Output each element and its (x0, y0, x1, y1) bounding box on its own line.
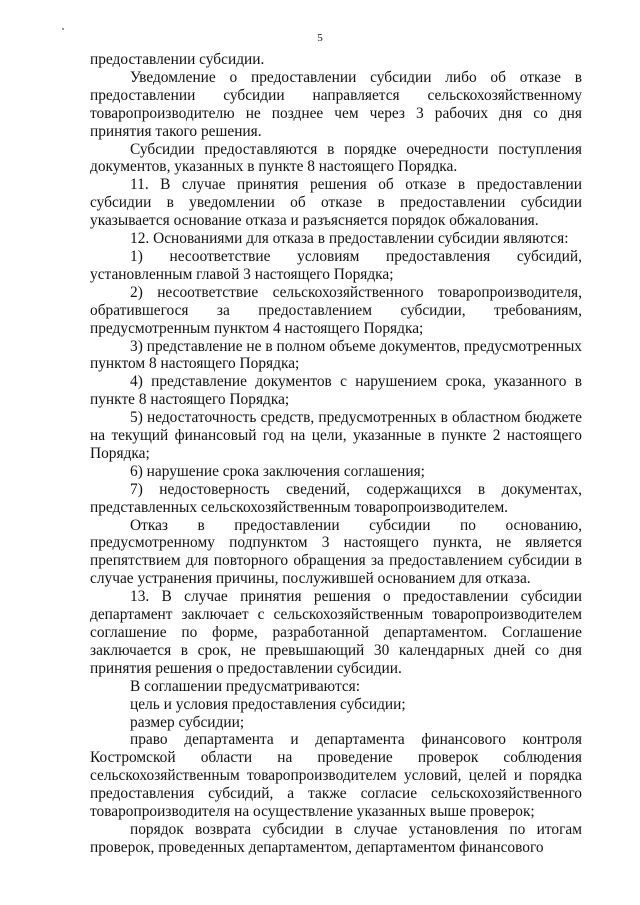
paragraph-item-13: 13. В случае принятия решения о предоставлении субсидии департамент заключает с сельскохозяйственным товаропроизводителем соглашение по форме, разработанной департаментом. Соглашение заключается в срок, не превышающий 30 календарных дней со дня принятия решения о предоставлении субсидии. (90, 588, 582, 677)
paragraph-notification: Уведомление о предоставлении субсидии либо об отказе в предоставлении субсидии направляется сельскохозяйственному товаропроизводителю не позднее чем через 3 рабочих дня со дня принятия такого решения. (90, 68, 582, 140)
paragraph-item-11: 11. В случае принятия решения об отказе в предоставлении субсидии в уведомлении об отказе в предоставлении субсидии указывается основание отказа и разъясняется порядок обжалования. (90, 176, 582, 230)
list-item-7: 7) недостоверность сведений, содержащихся в документах, представленных сельскохозяйственным товаропроизводителем. (90, 480, 582, 516)
list-item-4: 4) представление документов с нарушением срока, указанного в пункте 8 настоящего Порядка; (90, 373, 582, 409)
paragraph-agreement-intro: В соглашении предусматриваются: (130, 677, 361, 695)
agreement-item-purpose: цель и условия предоставления субсидии; (130, 695, 406, 713)
paragraph-refusal-note: Отказ в предоставлении субсидии по основанию, предусмотренному подпунктом 3 настоящего пункта, не является препятствием для повторного обращения за предоставлением субсидии в случае устранения причины, послужившей основанием для отказа. (90, 516, 582, 588)
page-number: 5 (317, 32, 323, 44)
list-item-6: 6) нарушение срока заключения соглашения; (130, 462, 425, 480)
list-item-3: 3) представление не в полном объеме документов, предусмотренных пунктом 8 настоящего Порядка; (90, 337, 582, 373)
list-item-2: 2) несоответствие сельскохозяйственного товаропроизводителя, обратившегося за предоставлением субсидии, требованиям, предусмотренным пунктом 4 настоящего Порядка; (90, 283, 582, 337)
document-body (90, 51, 582, 857)
agreement-item-audit-right: право департамента и департамента финансового контроля Костромской области на проведение проверок соблюдения сельскохозяйственным товаропроизводителем условий, целей и порядка предоставления субсидий, а также согласие сельскохозяйственного товаропроизводителя на осуществление указанных выше проверок; (90, 731, 582, 821)
scan-speck (62, 28, 64, 30)
paragraph-order-of-provision: Субсидии предоставляются в порядке очередности поступления документов, указанных в пункте 8 настоящего Порядка. (90, 140, 582, 176)
paragraph-item-12: 12. Основаниями для отказа в предоставлении субсидии являются: (130, 230, 569, 248)
agreement-item-return-order: порядок возврата субсидии в случае установления по итогам проверок, проведенных департаментом, департаментом финансового (90, 820, 582, 856)
list-item-1: 1) несоответствие условиям предоставления субсидий, установленным главой 3 настоящего Порядка; (90, 247, 582, 283)
agreement-item-amount: размер субсидии; (130, 713, 245, 731)
list-item-5: 5) недостаточность средств, предусмотренных в областном бюджете на текущий финансовый год на цели, указанные в пункте 2 настоящего Порядка; (90, 409, 582, 462)
paragraph-continuation: предоставлении субсидии. (90, 51, 265, 68)
